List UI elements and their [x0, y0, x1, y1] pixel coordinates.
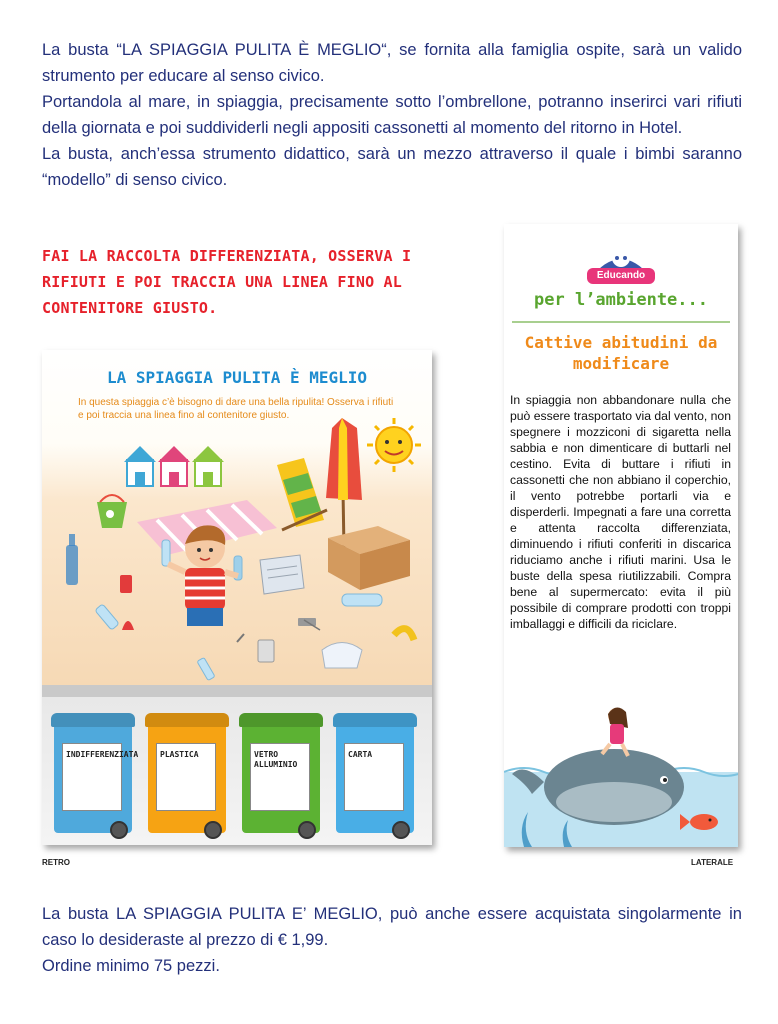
deck-chair-icon	[277, 458, 327, 530]
intro-paragraph-2: Portandola al mare, in spiaggia, precisamente sotto l’ombrellone, potranno inserirci vari rifiuti della giornata e poi suddividerli negli appositi cassonetti al momento del ritorno in Hotel.	[42, 93, 742, 137]
newspaper-icon	[260, 555, 304, 594]
beach-huts	[124, 446, 224, 486]
logo-name: Educando	[596, 270, 646, 281]
bin-lid	[51, 713, 135, 727]
bottom-paragraph-2: Ordine minimo 75 pezzi.	[42, 957, 220, 975]
glass-bottle-icon	[66, 534, 78, 585]
bin-vetro-alluminio	[242, 721, 320, 833]
umbrella-icon	[326, 418, 362, 550]
divider-strip	[42, 685, 432, 697]
side-panel-body: In spiaggia non abbandonare nulla che può essere trasportato via dal vento, non spegnere i mozziconi di sigaretta nella sabbia e non dimenticare di buttarli nel cestino. Evita di buttare i rifiuti in cassonetti che non abbiano il coperchio, il vento potrebbe portarli via e disperderli. Impegnati a fare una corretta e attenta raccolta differenziata, diminuendo i rifiuti conferiti in discarica riduciamo anche i rifiuti marini. Usa le buste della spesa riutilizzabili. Compra bene al supermercato: evita il più possibile di comprare prodotti con troppi imballaggi e difficili da riciclare.	[510, 393, 731, 631]
educando-logo	[581, 234, 661, 288]
bottom-text	[42, 901, 742, 979]
side-panel-title: Cattive abitudini da modificare	[524, 333, 718, 373]
sun-icon	[367, 418, 421, 472]
laterale-caption: LATERALE	[691, 858, 734, 867]
bin-label: PLASTICA	[156, 743, 216, 811]
bin-label: INDIFFERENZIATA	[62, 743, 122, 811]
bin-wheel	[110, 821, 128, 839]
bin-carta	[336, 721, 414, 833]
bin-lid	[145, 713, 229, 727]
sea-whale-illustration	[504, 702, 738, 847]
bin-wheel	[392, 821, 410, 839]
bin-wheel	[204, 821, 222, 839]
girl-on-whale-icon	[602, 707, 628, 756]
bin-lid	[239, 713, 323, 727]
back-panel-title: LA SPIAGGIA PULITA È MEGLIO	[106, 368, 368, 387]
logo-top-text: EDIZIONI	[605, 242, 637, 249]
cardboard-box-icon	[328, 526, 410, 590]
bin-label: CARTA	[344, 743, 404, 811]
intro-paragraph-3: La busta, anch’essa strumento didattico, sarà un mezzo attraverso il quale i bimbi saranno “modello” di senso civico.	[42, 145, 742, 189]
bin-label: VETRO ALLUMINIO	[250, 743, 310, 811]
bin-indifferenziata	[54, 721, 139, 833]
bag-back-illustration	[42, 350, 432, 845]
intro-text	[42, 37, 742, 193]
activity-instruction: FAI LA RACCOLTA DIFFERENZIATA, OSSERVA I RIFIUTI E POI TRACCIA UNA LINEA FINO AL CONTENITORE GIUSTO.	[42, 247, 412, 317]
intro-paragraph-1: La busta “LA SPIAGGIA PULITA È MEGLIO“, se fornita alla famiglia ospite, sarà un valido strumento per educare al senso civico.	[42, 41, 742, 85]
sand-bucket-icon	[97, 495, 127, 528]
environment-label: per l’ambiente...	[534, 290, 708, 310]
bottom-paragraph-1: La busta LA SPIAGGIA PULITA E’ MEGLIO, può anche essere acquistata singolarmente in caso lo desideraste al prezzo di € 1,99.	[42, 905, 742, 949]
retro-caption: RETRO	[42, 858, 70, 867]
bin-wheel	[298, 821, 316, 839]
side-divider	[512, 321, 730, 323]
recycling-bins	[42, 697, 432, 845]
plastic-bottle-icon	[95, 594, 382, 630]
bin-lid	[333, 713, 417, 727]
bin-plastica	[148, 721, 226, 833]
back-panel-description: In questa spiaggia c’è bisogno di dare una bella ripulita! Osserva i rifiuti e poi traccia una linea fino al contenitore giusto.	[78, 397, 394, 421]
beach-scene	[42, 350, 432, 685]
bag-side-panel	[504, 224, 738, 847]
